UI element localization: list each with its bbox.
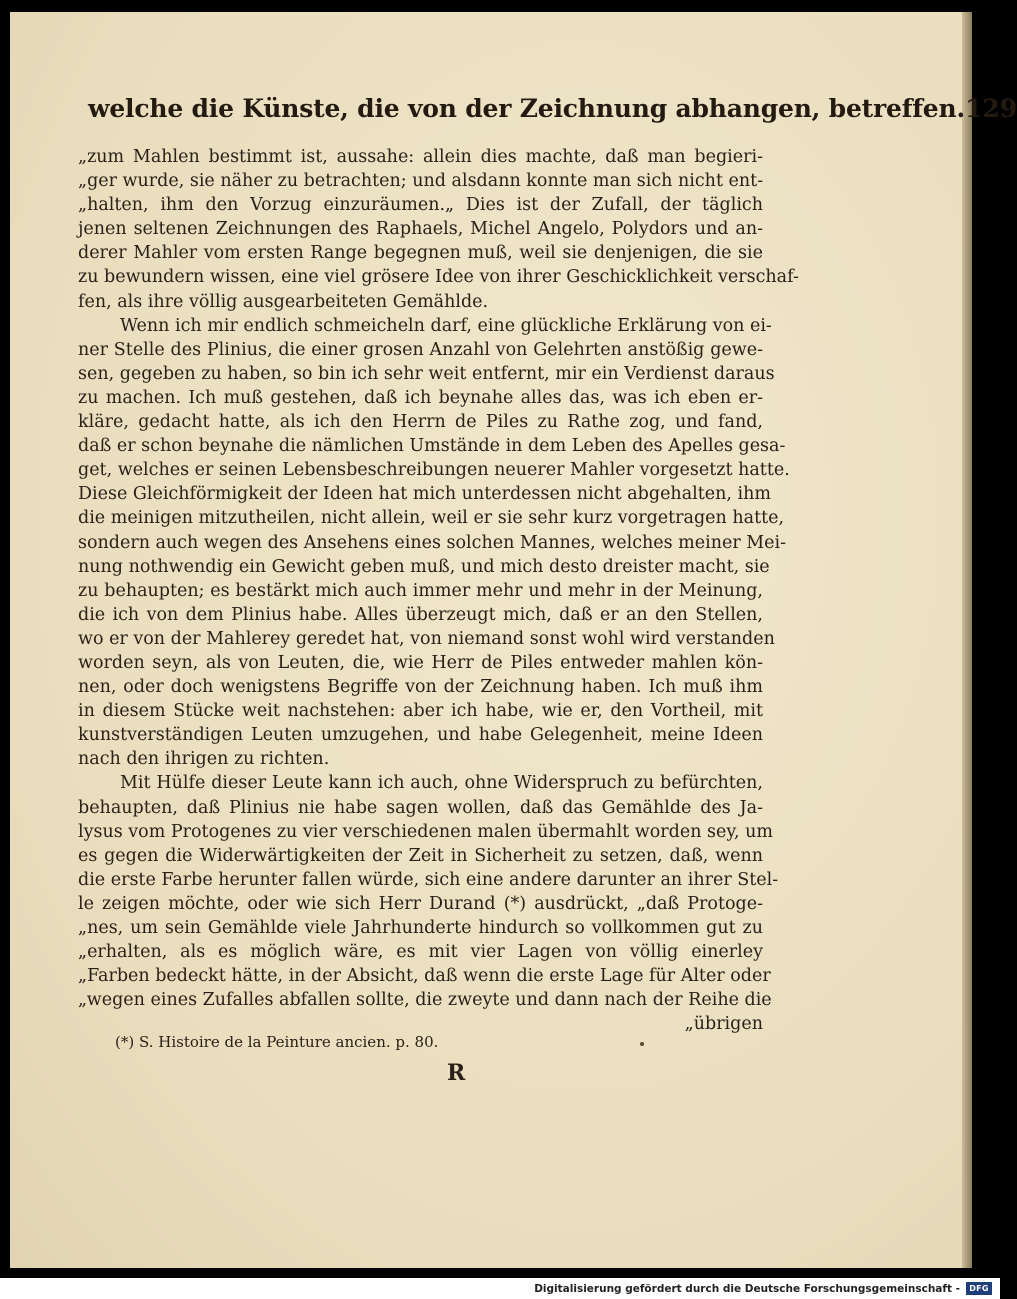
funding-notice: Digitalisierung gefördert durch die Deutsche Forschungsgemeinschaft - <box>534 1282 960 1295</box>
text-line: kläre, gedacht hatte, als ich den Herrn de Piles zu Rathe zog, und fand, <box>78 412 763 433</box>
text-line: die erste Farbe herunter fallen würde, sich eine andere darunter an ihrer Stel- <box>78 869 779 890</box>
text-line: nung nothwendig ein Gewicht geben muß, und mich desto dreister macht, sie <box>78 556 770 577</box>
text-line: zu bewundern wissen, eine viel grösere Idee von ihrer Geschicklichkeit verschaf- <box>78 267 799 288</box>
text-line: behaupten, daß Plinius nie habe sagen wollen, daß das Gemählde des Ja- <box>78 797 763 818</box>
text-line: worden seyn, als von Leuten, die, wie Herr de Piles entweder mahlen kön- <box>78 652 763 673</box>
page-edge <box>962 12 972 1268</box>
text-line: daß er schon beynahe die nämlichen Umstände in dem Leben des Apelles gesa- <box>78 436 786 457</box>
running-header <box>88 94 1017 130</box>
page-number: 129 <box>965 94 1017 123</box>
text-line: zu behaupten; es bestärkt mich auch immer mehr und mehr in der Meinung, <box>78 580 763 601</box>
text-line: lysus vom Protogenes zu vier verschiedenen malen übermahlt worden sey, um <box>78 821 773 842</box>
text-line: kunstverständigen Leuten umzugehen, und habe Gelegenheit, meine Ideen <box>78 725 763 746</box>
text-line: „ger wurde, sie näher zu betrachten; und alsdann konnte man sich nicht ent- <box>78 171 764 192</box>
footer-bar <box>0 1278 1000 1299</box>
text-line: jenen seltenen Zeichnungen des Raphaels, Michel Angelo, Polydors und an- <box>78 219 763 240</box>
text-line: le zeigen möchte, oder wie sich Herr Durand (*) ausdrückt, „daß Protoge- <box>78 893 763 914</box>
ink-speck <box>640 1042 644 1046</box>
footnote: (*) S. Histoire de la Peinture ancien. p. 80. <box>115 1033 439 1051</box>
text-line: die ich von dem Plinius habe. Alles überzeugt mich, daß er an den Stellen, <box>78 604 763 625</box>
text-line: es gegen die Widerwärtigkeiten der Zeit in Sicherheit zu setzen, daß, wenn <box>78 845 763 866</box>
text-line: wo er von der Mahlerey geredet hat, von niemand sonst wohl wird verstanden <box>78 628 775 649</box>
text-line: get, welches er seinen Lebensbeschreibungen neuerer Mahler vorgesetzt hatte. <box>78 460 790 481</box>
text-line: zu machen. Ich muß gestehen, daß ich beynahe alles das, was ich eben er- <box>78 387 763 408</box>
text-line: Wenn ich mir endlich schmeicheln darf, eine glückliche Erklärung von ei- <box>120 315 772 336</box>
text-line: derer Mahler vom ersten Range begegnen muß, weil sie denjenigen, die sie <box>78 243 763 264</box>
text-line: Diese Gleichförmigkeit der Ideen hat mich unterdessen nicht abgehalten, ihm <box>78 484 771 505</box>
text-line: Mit Hülfe dieser Leute kann ich auch, ohne Widerspruch zu befürchten, <box>120 773 763 794</box>
text-line: nach den ihrigen zu richten. <box>78 749 330 770</box>
running-title: welche die Künste, die von der Zeichnung abhangen, betreffen. <box>88 94 965 123</box>
text-line: „erhalten, als es möglich wäre, es mit vier Lagen von völlig einerley <box>78 942 763 963</box>
text-line: nen, oder doch wenigstens Begriffe von der Zeichnung haben. Ich muß ihm <box>78 677 763 698</box>
text-line: „halten, ihm den Vorzug einzuräumen.„ Dies ist der Zufall, der täglich <box>78 195 763 216</box>
text-line: sen, gegeben zu haben, so bin ich sehr weit entfernt, mir ein Verdienst daraus <box>78 363 775 384</box>
text-line: in diesem Stücke weit nachstehen: aber ich habe, wie er, den Vortheil, mit <box>78 701 763 722</box>
text-line: sondern auch wegen des Ansehens eines solchen Mannes, welches meiner Mei- <box>78 532 787 553</box>
text-line: „wegen eines Zufalles abfallen sollte, die zweyte und dann nach der Reihe die <box>78 990 772 1011</box>
text-line: ner Stelle des Plinius, die einer grosen Anzahl von Gelehrten anstößig gewe- <box>78 339 763 360</box>
body-text <box>78 145 799 1036</box>
text-line: „Farben bedeckt hätte, in der Absicht, daß wenn die erste Lage für Alter oder <box>78 966 771 987</box>
text-line: fen, als ihre völlig ausgearbeiteten Gemählde. <box>78 291 489 312</box>
catchword: „übrigen <box>684 1014 763 1035</box>
signature-mark: R <box>447 1060 466 1086</box>
text-line: „nes, um sein Gemählde viele Jahrhunderte hindurch so vollkommen gut zu <box>78 918 763 938</box>
text-line: die meinigen mitzutheilen, nicht allein, weil er sie sehr kurz vorgetragen hatte, <box>78 508 785 529</box>
dfg-logo-icon: DFG <box>966 1282 992 1295</box>
text-line: „zum Mahlen bestimmt ist, aussahe: allein dies machte, daß man begieri- <box>78 147 763 167</box>
